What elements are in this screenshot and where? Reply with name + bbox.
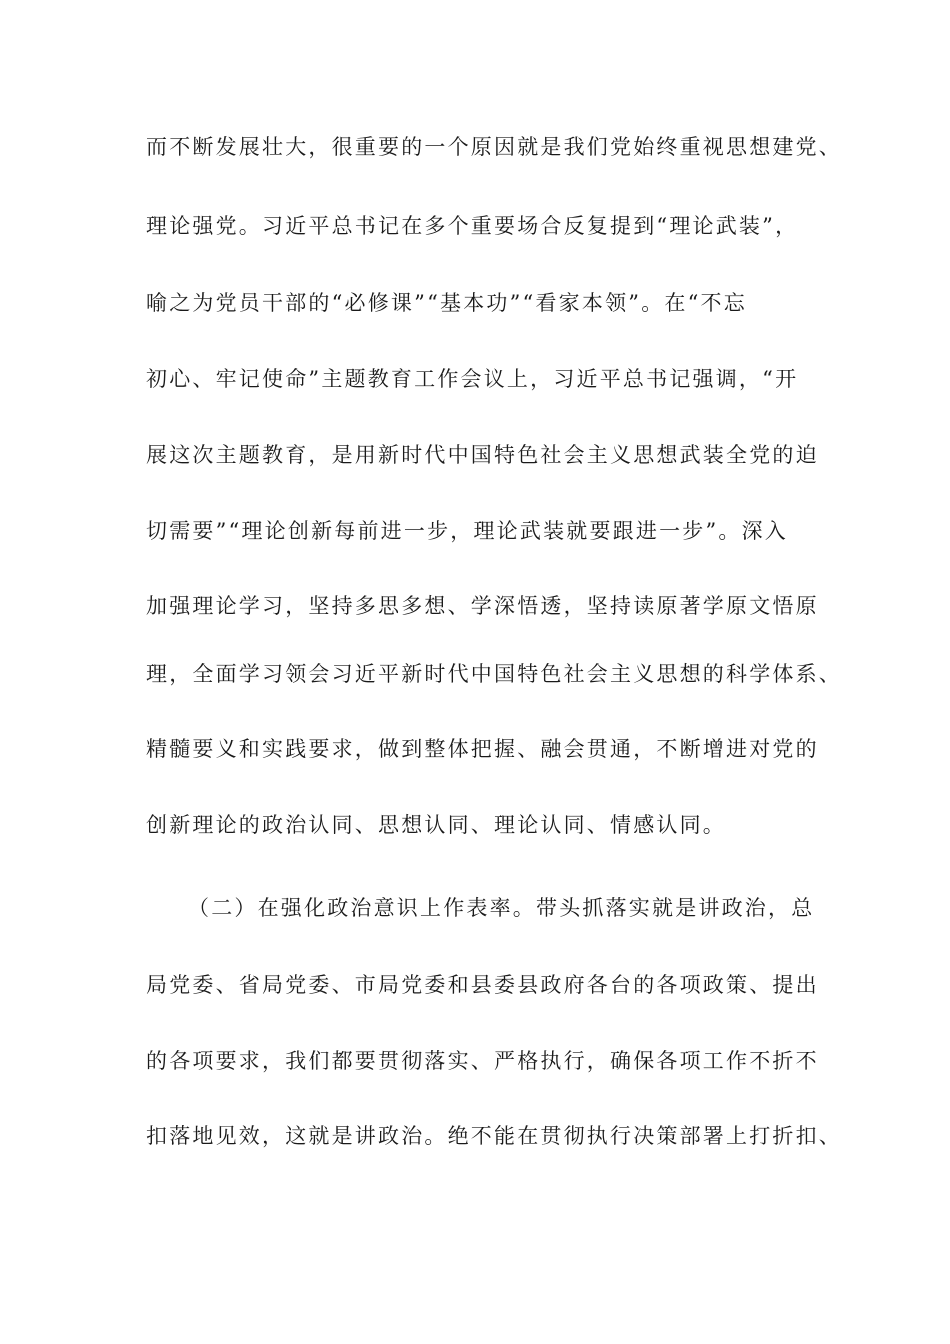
paragraph-1-line-10: 创新理论的政治认同、思想认同、理论认同、情感认同。: [146, 813, 726, 837]
paragraph-2-line-2: 局党委、省局党委、市局党委和县委县政府各台的各项政策、提出: [146, 973, 819, 997]
paragraph-1-line-4: 初心、牢记使命”主题教育工作会议上，习近平总书记强调，“开: [146, 367, 799, 391]
paragraph-1-line-9: 精髓要义和实践要求，做到整体把握、融会贯通，不断增进对党的: [146, 737, 819, 761]
paragraph-2-line-1: （二）在强化政治意识上作表率。带头抓落实就是讲政治，总: [188, 896, 815, 920]
paragraph-1-line-7: 加强理论学习，坚持多思多想、学深悟透，坚持读原著学原文悟原: [146, 594, 819, 618]
paragraph-1-line-6: 切需要”“理论创新每前进一步，理论武装就要跟进一步”。深入: [146, 519, 789, 543]
paragraph-1-line-1: 而不断发展壮大，很重要的一个原因就是我们党始终重视思想建党、: [146, 135, 842, 159]
paragraph-1-line-5: 展这次主题教育，是用新时代中国特色社会主义思想武装全党的迫: [146, 443, 819, 467]
paragraph-2-line-4: 扣落地见效，这就是讲政治。绝不能在贯彻执行决策部署上打折扣、: [146, 1124, 842, 1148]
paragraph-2-line-3: 的各项要求，我们都要贯彻落实、严格执行，确保各项工作不折不: [146, 1049, 819, 1073]
paragraph-1-line-2: 理论强党。习近平总书记在多个重要场合反复提到“理论武装”，: [146, 214, 799, 238]
paragraph-1-line-3: 喻之为党员干部的“必修课”“基本功”“看家本领”。在“不忘: [146, 291, 747, 315]
paragraph-1-line-8: 理，全面学习领会习近平新时代中国特色社会主义思想的科学体系、: [146, 662, 842, 686]
